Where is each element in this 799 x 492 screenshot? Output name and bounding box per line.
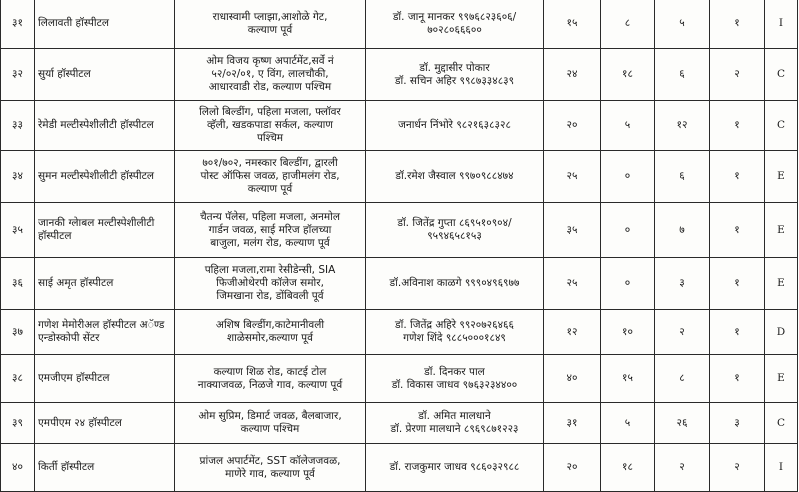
contact-cell-line: डॉ. अमित मालधाने [418,410,491,422]
category-cell: I [765,444,798,492]
category-cell: C [765,101,798,151]
address-cell-line: फिजीओथेरपी कॉलेज समोर, [216,277,324,289]
address-cell-line: माणेरे गाव, कल्याण पूर्व [225,467,315,480]
icu-count-cell: ० [601,258,655,310]
address-cell-line: आधारवाडी रोड, कल्याण पश्चिम [208,81,332,93]
beds-count-cell: ३१ [544,403,601,444]
icu-count-cell: ० [601,151,655,203]
address-cell [175,355,366,403]
contact-cell-line: डॉ. विकास जाधव ९७६३२३४४०० [391,378,518,391]
icu-count-cell: १८ [601,49,655,101]
table-row [1,0,798,49]
serial-number-cell: ३५ [1,203,35,258]
ventilator-count-cell: २६ [655,403,710,444]
table-row [1,203,798,258]
address-cell-line: कल्याण पूर्व [247,23,293,36]
contact-cell [366,203,544,258]
category-cell: C [765,403,798,444]
serial-number-cell: ३७ [1,310,35,355]
hospital-name-cell: साई अमृत हॉस्पीटल [35,258,175,310]
oxygen-count-cell: २ [710,444,765,492]
serial-number-cell: ३३ [1,101,35,151]
contact-cell-line: ९५९४६५८१५३ [427,230,482,242]
address-cell-line: गार्डन जवळ, साई मरिज हॉलच्या [208,223,332,236]
contact-cell [366,444,544,492]
ventilator-count-cell: ६ [655,49,710,101]
hospital-name-cell: सुमन मल्टीस्पेशीलीटी हॉस्पीटल [35,151,175,203]
contact-cell [366,258,544,310]
oxygen-count-cell: १ [710,203,765,258]
address-cell-line: पहिला मजला,रामा रेसीडेन्सी, SIA [204,264,336,276]
category-cell: E [765,151,798,203]
address-cell-line: बाजुला, मलंग रोड, कल्याण पूर्व [210,236,330,249]
contact-cell-line: डॉ. जितेंद्र अहिरे ९९२०७२६४६६ [395,319,514,331]
contact-cell [366,355,544,403]
address-cell-line: शाळेसमोर,कल्याण पूर्व [227,332,313,344]
hospital-name-cell: जानकी ग्लेाबल मल्टीस्पेशीलीटी हॉस्पीटल [35,203,175,258]
contact-cell [366,310,544,355]
address-cell-line: जिमखाना रोड, डोंबिवली पूर्व [216,290,324,302]
ventilator-count-cell: ८ [655,355,710,403]
address-cell-line: कल्याण शिळ रोड, काटई टोल [213,365,327,378]
address-cell-line: कल्याण पश्चिम [240,423,300,435]
contact-cell-line: डॉ. राजकुमार जाधव ९८६०३२९८८ [389,461,520,473]
icu-count-cell: ५ [601,403,655,444]
contact-cell-line: गणेश शिंदे ९८८५०००१८४९ [403,332,506,344]
address-cell [175,258,366,310]
contact-cell-line: डॉ. दिनकर पाल [424,365,485,378]
ventilator-count-cell: ३ [655,258,710,310]
serial-number-cell: ३४ [1,151,35,203]
address-cell [175,403,366,444]
hospital-name-cell: लिलावती हॉस्पीटल [35,0,175,49]
ventilator-count-cell: २ [655,444,710,492]
table-row [1,403,798,444]
address-cell-line: अशिष बिल्डींग,काटेमानीवली [215,319,325,331]
address-cell-line: प्रांजल अपार्टमेंट, SST कॉलेजजवळ, [199,454,341,467]
contact-cell [366,403,544,444]
address-cell [175,444,366,492]
contact-cell-line: डॉ. जानू मानकर ९९७६८२३६०६/ [392,10,517,23]
contact-cell-line: डॉ. मुद्दासीर पोकार [419,61,490,74]
icu-count-cell: ८ [601,0,655,49]
table-row [1,101,798,151]
address-cell-line: ७०१/७०२, नमस्कार बिल्डींग, द्वारली [202,157,338,169]
category-cell: E [765,258,798,310]
beds-count-cell: २५ [544,258,601,310]
table-row [1,258,798,310]
contact-cell-line: डॉ.अविनाश काळगे ९९९०४९६९७७ [389,277,520,289]
address-cell-line: नाक्याजवळ, निळजे गाव, कल्याण पूर्व [197,378,343,391]
hospital-name-cell: गणेश मेमोरीअल हॉस्पीटल अॅण्ड एन्डोस्कोपी सेंटर [35,310,175,355]
address-cell-line: व्हॅली, खडकपाडा सर्कल, कल्याण [207,119,333,131]
contact-cell-line: डॉ. प्रेरणा मालधाने ८९६९८७१२२३ [390,423,519,435]
address-cell [175,151,366,203]
address-cell [175,310,366,355]
contact-cell-line: डॉ.रमेश जैस्वाल ९९७०९८८४७४ [395,170,514,182]
category-cell: C [765,49,798,101]
icu-count-cell: १५ [601,355,655,403]
address-cell-line: लिलो बिल्डींग, पहिला मजला, फ्लॉवर [199,106,341,118]
address-cell-line: ५२/०२/०१, ए विंग, लालचौकी, [211,68,329,80]
ventilator-count-cell: २ [655,310,710,355]
serial-number-cell: ३९ [1,403,35,444]
serial-number-cell: ३८ [1,355,35,403]
beds-count-cell: २४ [544,49,601,101]
oxygen-count-cell: १ [710,0,765,49]
ventilator-count-cell: १२ [655,101,710,151]
table-row [1,49,798,101]
oxygen-count-cell: १ [710,355,765,403]
category-cell: E [765,203,798,258]
contact-cell [366,151,544,203]
beds-count-cell: २० [544,101,601,151]
address-cell-line: ओम विजय कृष्ण अपार्टमेंट,सर्वे नं [206,55,334,67]
ventilator-count-cell: ७ [655,203,710,258]
icu-count-cell: ५ [601,101,655,151]
contact-cell-line: डॉ. जितेंद्र गुप्ता ८६९५१०९०४/ [397,217,512,229]
beds-count-cell: २५ [544,151,601,203]
address-cell-line: राधास्वामी प्लाझा,आशोळे गेट, [212,10,328,23]
hospital-name-cell: किर्ती हॉस्पीटल [35,444,175,492]
oxygen-count-cell: १ [710,258,765,310]
address-cell [175,49,366,101]
oxygen-count-cell: ३ [710,403,765,444]
address-cell [175,0,366,49]
ventilator-count-cell: ५ [655,0,710,49]
serial-number-cell: ३६ [1,258,35,310]
address-cell-line: ओम सुप्रिम, डिमार्ट जवळ, बैलबाजार, [198,410,342,422]
beds-count-cell: २० [544,444,601,492]
contact-cell [366,0,544,49]
table-row [1,355,798,403]
beds-count-cell: ३५ [544,203,601,258]
contact-cell-line: जनार्धन निंभोरे ९८२१६३८३२८ [398,119,511,131]
address-cell [175,203,366,258]
icu-count-cell: १८ [601,444,655,492]
address-cell-line: पश्चिम [256,132,284,144]
contact-cell [366,49,544,101]
address-cell-line: पोस्ट ऑफिस जवळ, हाजीमलंग रोड, [200,170,340,182]
table-row [1,310,798,355]
oxygen-count-cell: १ [710,101,765,151]
serial-number-cell: ३२ [1,49,35,101]
beds-count-cell: ४० [544,355,601,403]
table-row [1,151,798,203]
hospital-name-cell: एमपीएम २४ हॉस्पीटल [35,403,175,444]
serial-number-cell: ३१ [1,0,35,49]
contact-cell [366,101,544,151]
category-cell: D [765,310,798,355]
hospital-name-cell: एमजीएम हॉस्पीटल [35,355,175,403]
hospital-name-cell: रेमेडी मल्टीस्पेशीलीटी हॉस्पीटल [35,101,175,151]
hospital-name-cell: सुर्या हॉस्पीटल [35,49,175,101]
icu-count-cell: १० [601,310,655,355]
table-row [1,444,798,492]
oxygen-count-cell: १ [710,151,765,203]
hospital-table-body [1,0,798,492]
category-cell: I [765,0,798,49]
address-cell-line: कल्याण पूर्व [247,183,293,195]
serial-number-cell: ४० [1,444,35,492]
oxygen-count-cell: २ [710,49,765,101]
address-cell-line: चैतन्य पॅलेस, पहिला मजला, अनमोल [199,210,341,223]
oxygen-count-cell: १ [710,310,765,355]
ventilator-count-cell: ६ [655,151,710,203]
contact-cell-line: डॉ. सचिन अहिर ९९८७३३४८३९ [394,74,515,87]
beds-count-cell: १५ [544,0,601,49]
contact-cell-line: ७०२८०६६६०० [427,23,482,36]
address-cell [175,101,366,151]
beds-count-cell: १२ [544,310,601,355]
icu-count-cell: ० [601,203,655,258]
category-cell: E [765,355,798,403]
